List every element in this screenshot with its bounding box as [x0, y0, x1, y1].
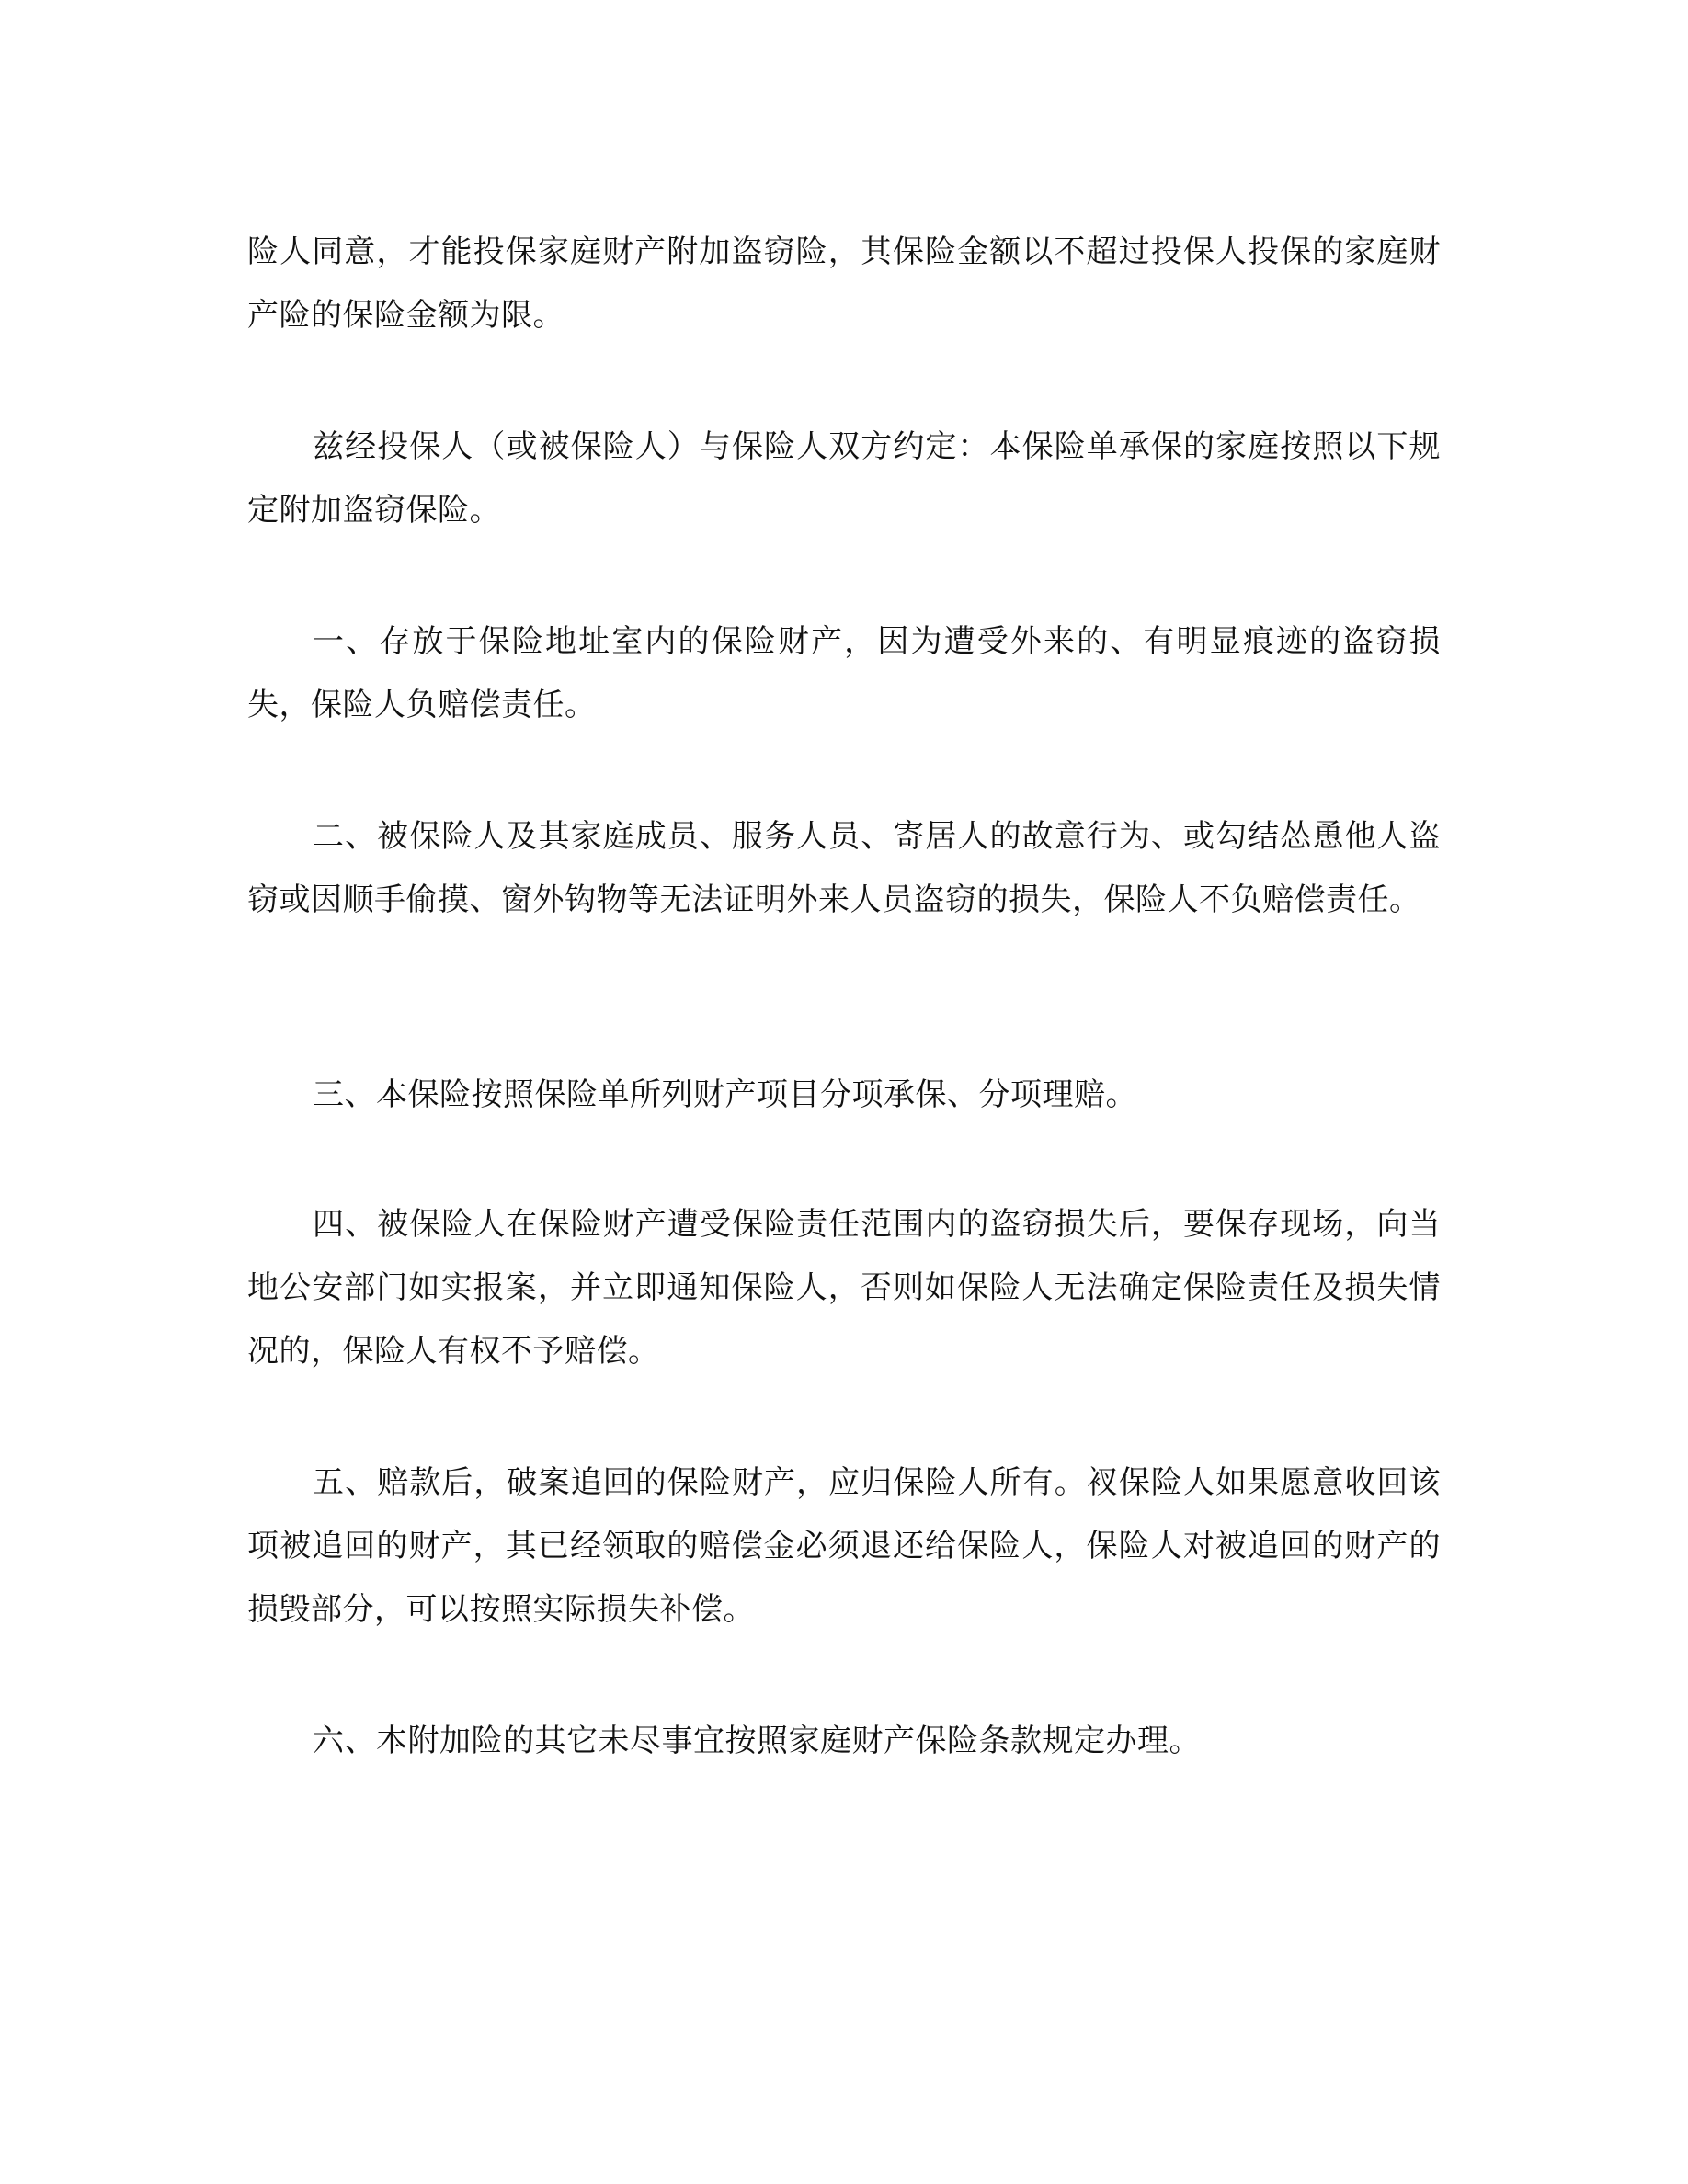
paragraph-clause-3: 三、本保险按照保险单所列财产项目分项承保、分项理赔。: [313, 1076, 1137, 1113]
paragraph-agreement: 兹经投保人（或被保险人）与保险人双方约定：本保险单承保的家庭按照以下规定附加盗窃保险。: [247, 428, 1441, 529]
paragraph-clause-2: 二、被保险人及其家庭成员、服务人员、寄居人的故意行为、或勾结怂恿他人盗窃或因顺手偷摸、窗外钩物等无法证明外来人员盗窃的损失，保险人不负赔偿责任。: [247, 818, 1441, 918]
paragraph-clause-4: 四、被保险人在保险财产遭受保险责任范围内的盗窃损失后，要保存现场，向当地公安部门如实报案，并立即通知保险人，否则如保险人无法确定保险责任及损失情况的，保险人有权不予赔偿。: [247, 1206, 1441, 1370]
paragraph-clause-1: 一、存放于保险地址室内的保险财产，因为遭受外来的、有明显痕迹的盗窃损失，保险人负赔偿责任。: [247, 623, 1441, 723]
paragraph-clause-6: 六、本附加险的其它未尽事宜按照家庭财产保险条款规定办理。: [313, 1723, 1201, 1759]
paragraph-clause-5: 五、赔款后，破案追回的保险财产，应归保险人所有。衩保险人如果愿意收回该项被追回的财产，其已经领取的赔偿金必须退还给保险人，保险人对被追回的财产的损毁部分，可以按照实际损失补偿。: [247, 1464, 1441, 1628]
paragraph-continuation: 险人同意，才能投保家庭财产附加盗窃险，其保险金额以不超过投保人投保的家庭财产险的保险金额为限。: [247, 233, 1441, 334]
